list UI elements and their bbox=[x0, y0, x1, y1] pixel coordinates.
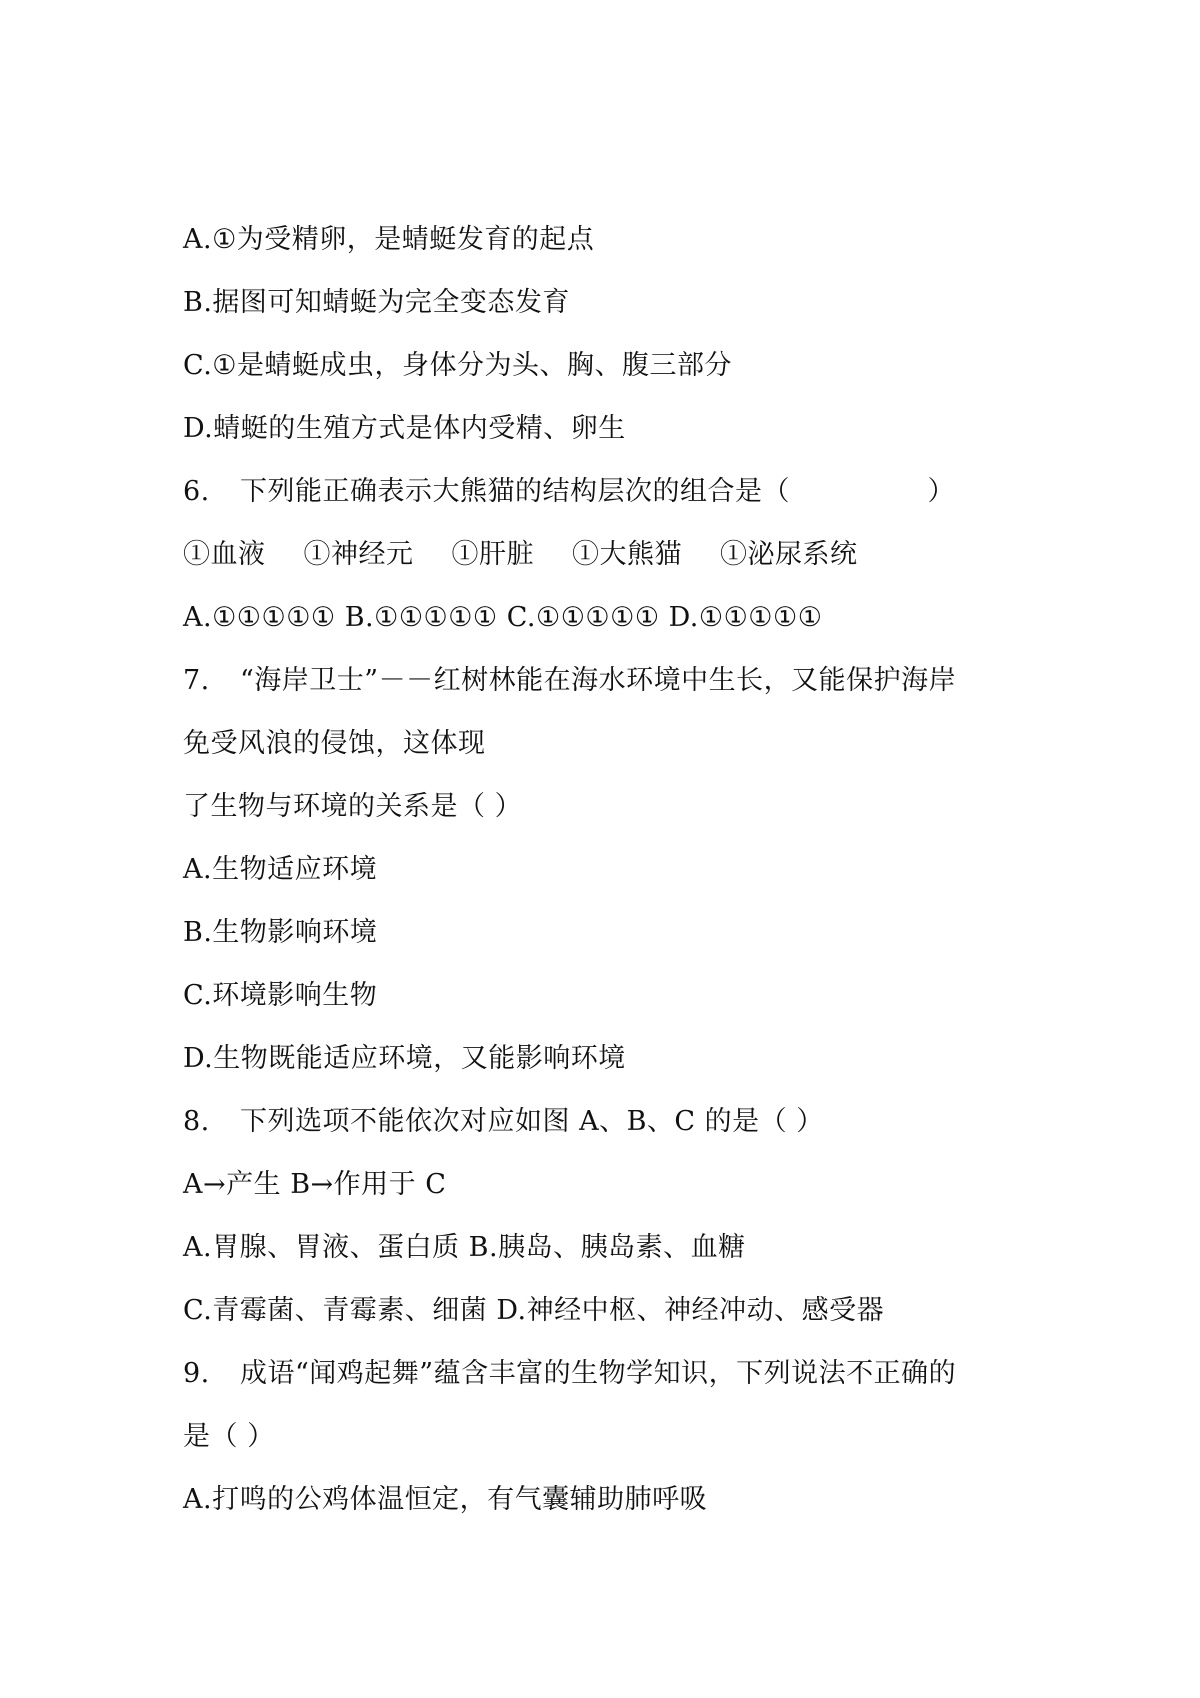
q9-option-a: A.打鸣的公鸡体温恒定，有气囊辅助肺呼吸 bbox=[183, 1484, 708, 1515]
q6-options: A.①①①①① B.①①①①① C.①①①①① D.①①①①① bbox=[183, 602, 823, 633]
q9-stem-line-2: 是（ ） bbox=[183, 1421, 275, 1452]
q6-item: ①泌尿系统 bbox=[720, 539, 858, 570]
q9-stem-part-1: 成语“闻鸡起舞”蕴含丰富的生物学知识，下列说法不正确的 bbox=[240, 1358, 957, 1389]
q7-stem-line-1 bbox=[183, 663, 956, 699]
q5-option-a: A.①为受精卵，是蜻蜓发育的起点 bbox=[183, 224, 595, 255]
q8-stem-line bbox=[183, 1104, 824, 1140]
q6-item: ①大熊猫 bbox=[572, 539, 682, 570]
q7-stem-line-2: 免受风浪的侵蚀，这体现 bbox=[183, 728, 486, 759]
q7-option-d: D.生物既能适应环境，又能影响环境 bbox=[183, 1043, 626, 1074]
q7-option-c: C.环境影响生物 bbox=[183, 980, 378, 1011]
q8-diagram-text: A→产生 B→作用于 C bbox=[183, 1169, 447, 1200]
q7-stem-line-3: 了生物与环境的关系是（ ） bbox=[183, 791, 523, 822]
q7-stem-part-1: “海岸卫士”－－红树林能在海水环境中生长，又能保护海岸 bbox=[240, 665, 957, 696]
q6-item: ①血液 bbox=[183, 539, 266, 570]
q7-option-b: B.生物影响环境 bbox=[183, 917, 378, 948]
q7-option-a: A.生物适应环境 bbox=[183, 854, 378, 885]
q9-number: 9. bbox=[183, 1358, 210, 1389]
q8-stem: 下列选项不能依次对应如图 A、B、C 的是（ ） bbox=[240, 1106, 824, 1137]
q6-items-line bbox=[183, 537, 858, 573]
q5-option-d: D.蜻蜓的生殖方式是体内受精、卵生 bbox=[183, 413, 626, 444]
q5-option-c: C.①是蜻蜓成虫，身体分为头、胸、腹三部分 bbox=[183, 350, 732, 381]
q7-number: 7. bbox=[183, 665, 210, 696]
q8-options-ab: A.胃腺、胃液、蛋白质 B.胰岛、胰岛素、血糖 bbox=[183, 1232, 746, 1263]
q6-item: ①神经元 bbox=[303, 539, 414, 570]
q6-stem: 下列能正确表示大熊猫的结构层次的组合是（ ） bbox=[240, 476, 955, 507]
q6-item: ①肝脏 bbox=[451, 539, 534, 570]
q8-options-cd: C.青霉菌、青霉素、细菌 D.神经中枢、神经冲动、感受器 bbox=[183, 1295, 885, 1326]
q6-stem-line bbox=[183, 474, 955, 510]
q6-number: 6. bbox=[183, 476, 210, 507]
q5-option-b: B.据图可知蜻蜓为完全变态发育 bbox=[183, 287, 570, 318]
q9-stem-line-1 bbox=[183, 1356, 956, 1392]
q8-number: 8. bbox=[183, 1106, 210, 1137]
